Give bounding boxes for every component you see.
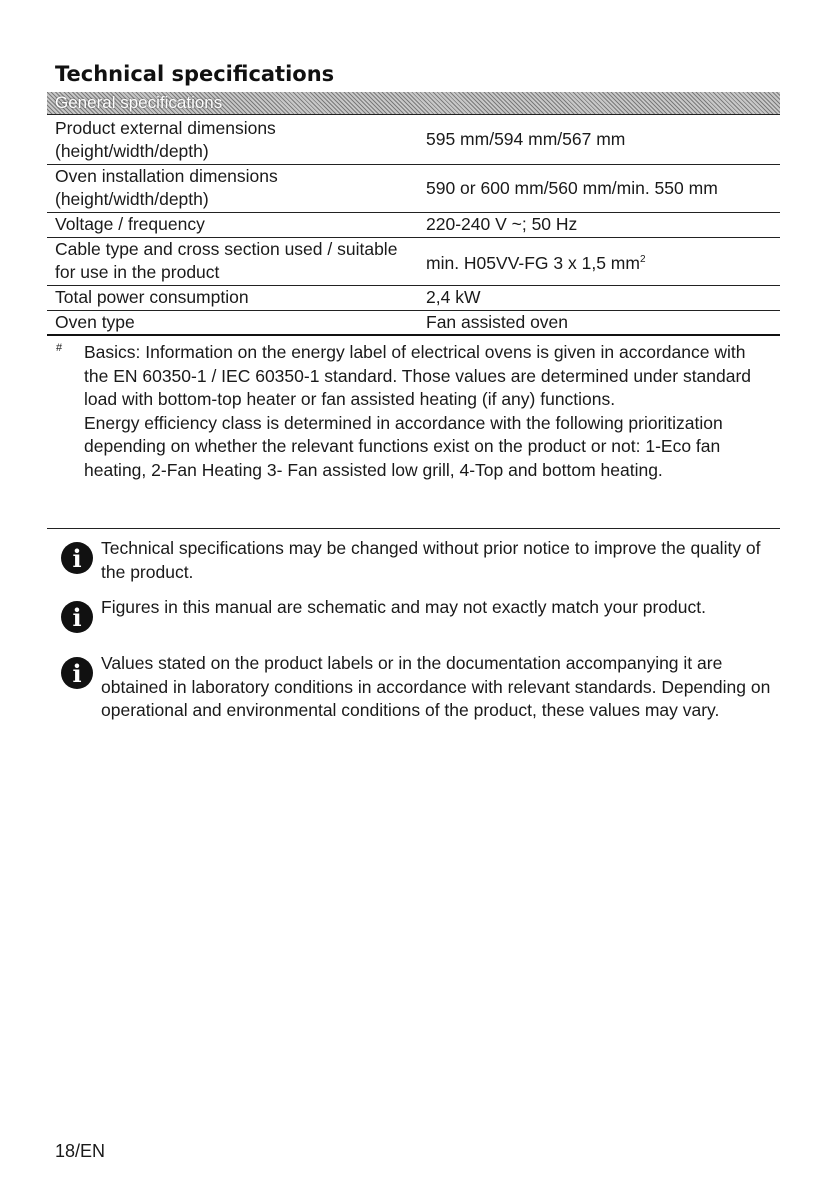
note-text: Figures in this manual are schematic and may not exactly match your product. [101, 597, 706, 617]
table-row [47, 237, 780, 285]
footnote-paragraph: Energy efficiency class is determined in accordance with the following prioritization depending on whether the relevant functions exist on the product or not: 1-Eco fan heating, 2-Fan Heating 3- Fan assisted low grill, 4-Top and bottom heating. [84, 412, 723, 480]
info-note [60, 652, 780, 723]
note-text: Values stated on the product labels or in the documentation accompanying it are obtained in laboratory conditions in accordance with relevant standards. Depending on operational and environmental conditions of the product, these values may vary. [101, 653, 771, 720]
spec-value-cell [418, 237, 780, 285]
spec-value: Fan assisted oven [418, 310, 780, 335]
section-header [47, 92, 780, 115]
table-row [47, 212, 780, 237]
footnote-mark: # [56, 342, 63, 354]
spec-table [47, 116, 780, 336]
info-icon [60, 656, 94, 690]
spec-value: 2,4 kW [418, 285, 780, 310]
divider [47, 528, 780, 529]
spec-label: Total power consumption [47, 285, 418, 310]
spec-value: 595 mm/594 mm/567 mm [418, 116, 780, 164]
svg-text:i: i [72, 659, 82, 688]
section-title: General specifications [55, 93, 223, 112]
spec-value: min. H05VV-FG 3 x 1,5 mm [426, 252, 640, 273]
info-icon [60, 600, 94, 634]
svg-text:i: i [72, 603, 82, 632]
table-row [47, 310, 780, 335]
footnote-paragraph: Basics: Information on the energy label of electrical ovens is given in accordance with the EN 60350-1 / IEC 60350-1 standard. Those values are determined under standard load with bottom-top heater or fan assisted heating (if any) functions. [84, 342, 752, 409]
page-number: 18/EN [55, 1141, 106, 1161]
spec-value: 590 or 600 mm/560 mm/min. 550 mm [418, 164, 780, 212]
superscript: 2 [639, 253, 646, 265]
note-text: Technical specifications may be changed without prior notice to improve the quality of the product. [101, 538, 761, 582]
spec-value: 220-240 V ~; 50 Hz [418, 212, 780, 237]
table-row [47, 164, 780, 212]
footnote [84, 341, 774, 482]
info-note [60, 596, 780, 632]
info-icon [60, 541, 94, 575]
svg-text:i: i [72, 544, 82, 573]
spec-label: Product external dimensions (height/width/depth) [47, 116, 418, 164]
table-row [47, 116, 780, 164]
page-title: Technical specifications [55, 62, 335, 86]
table-row [47, 285, 780, 310]
spec-label: Oven installation dimensions (height/width/depth) [47, 164, 418, 212]
spec-label: Voltage / frequency [47, 212, 418, 237]
spec-label: Cable type and cross section used / suitable for use in the product [47, 237, 418, 285]
spec-label: Oven type [47, 310, 418, 335]
info-note [60, 537, 780, 584]
